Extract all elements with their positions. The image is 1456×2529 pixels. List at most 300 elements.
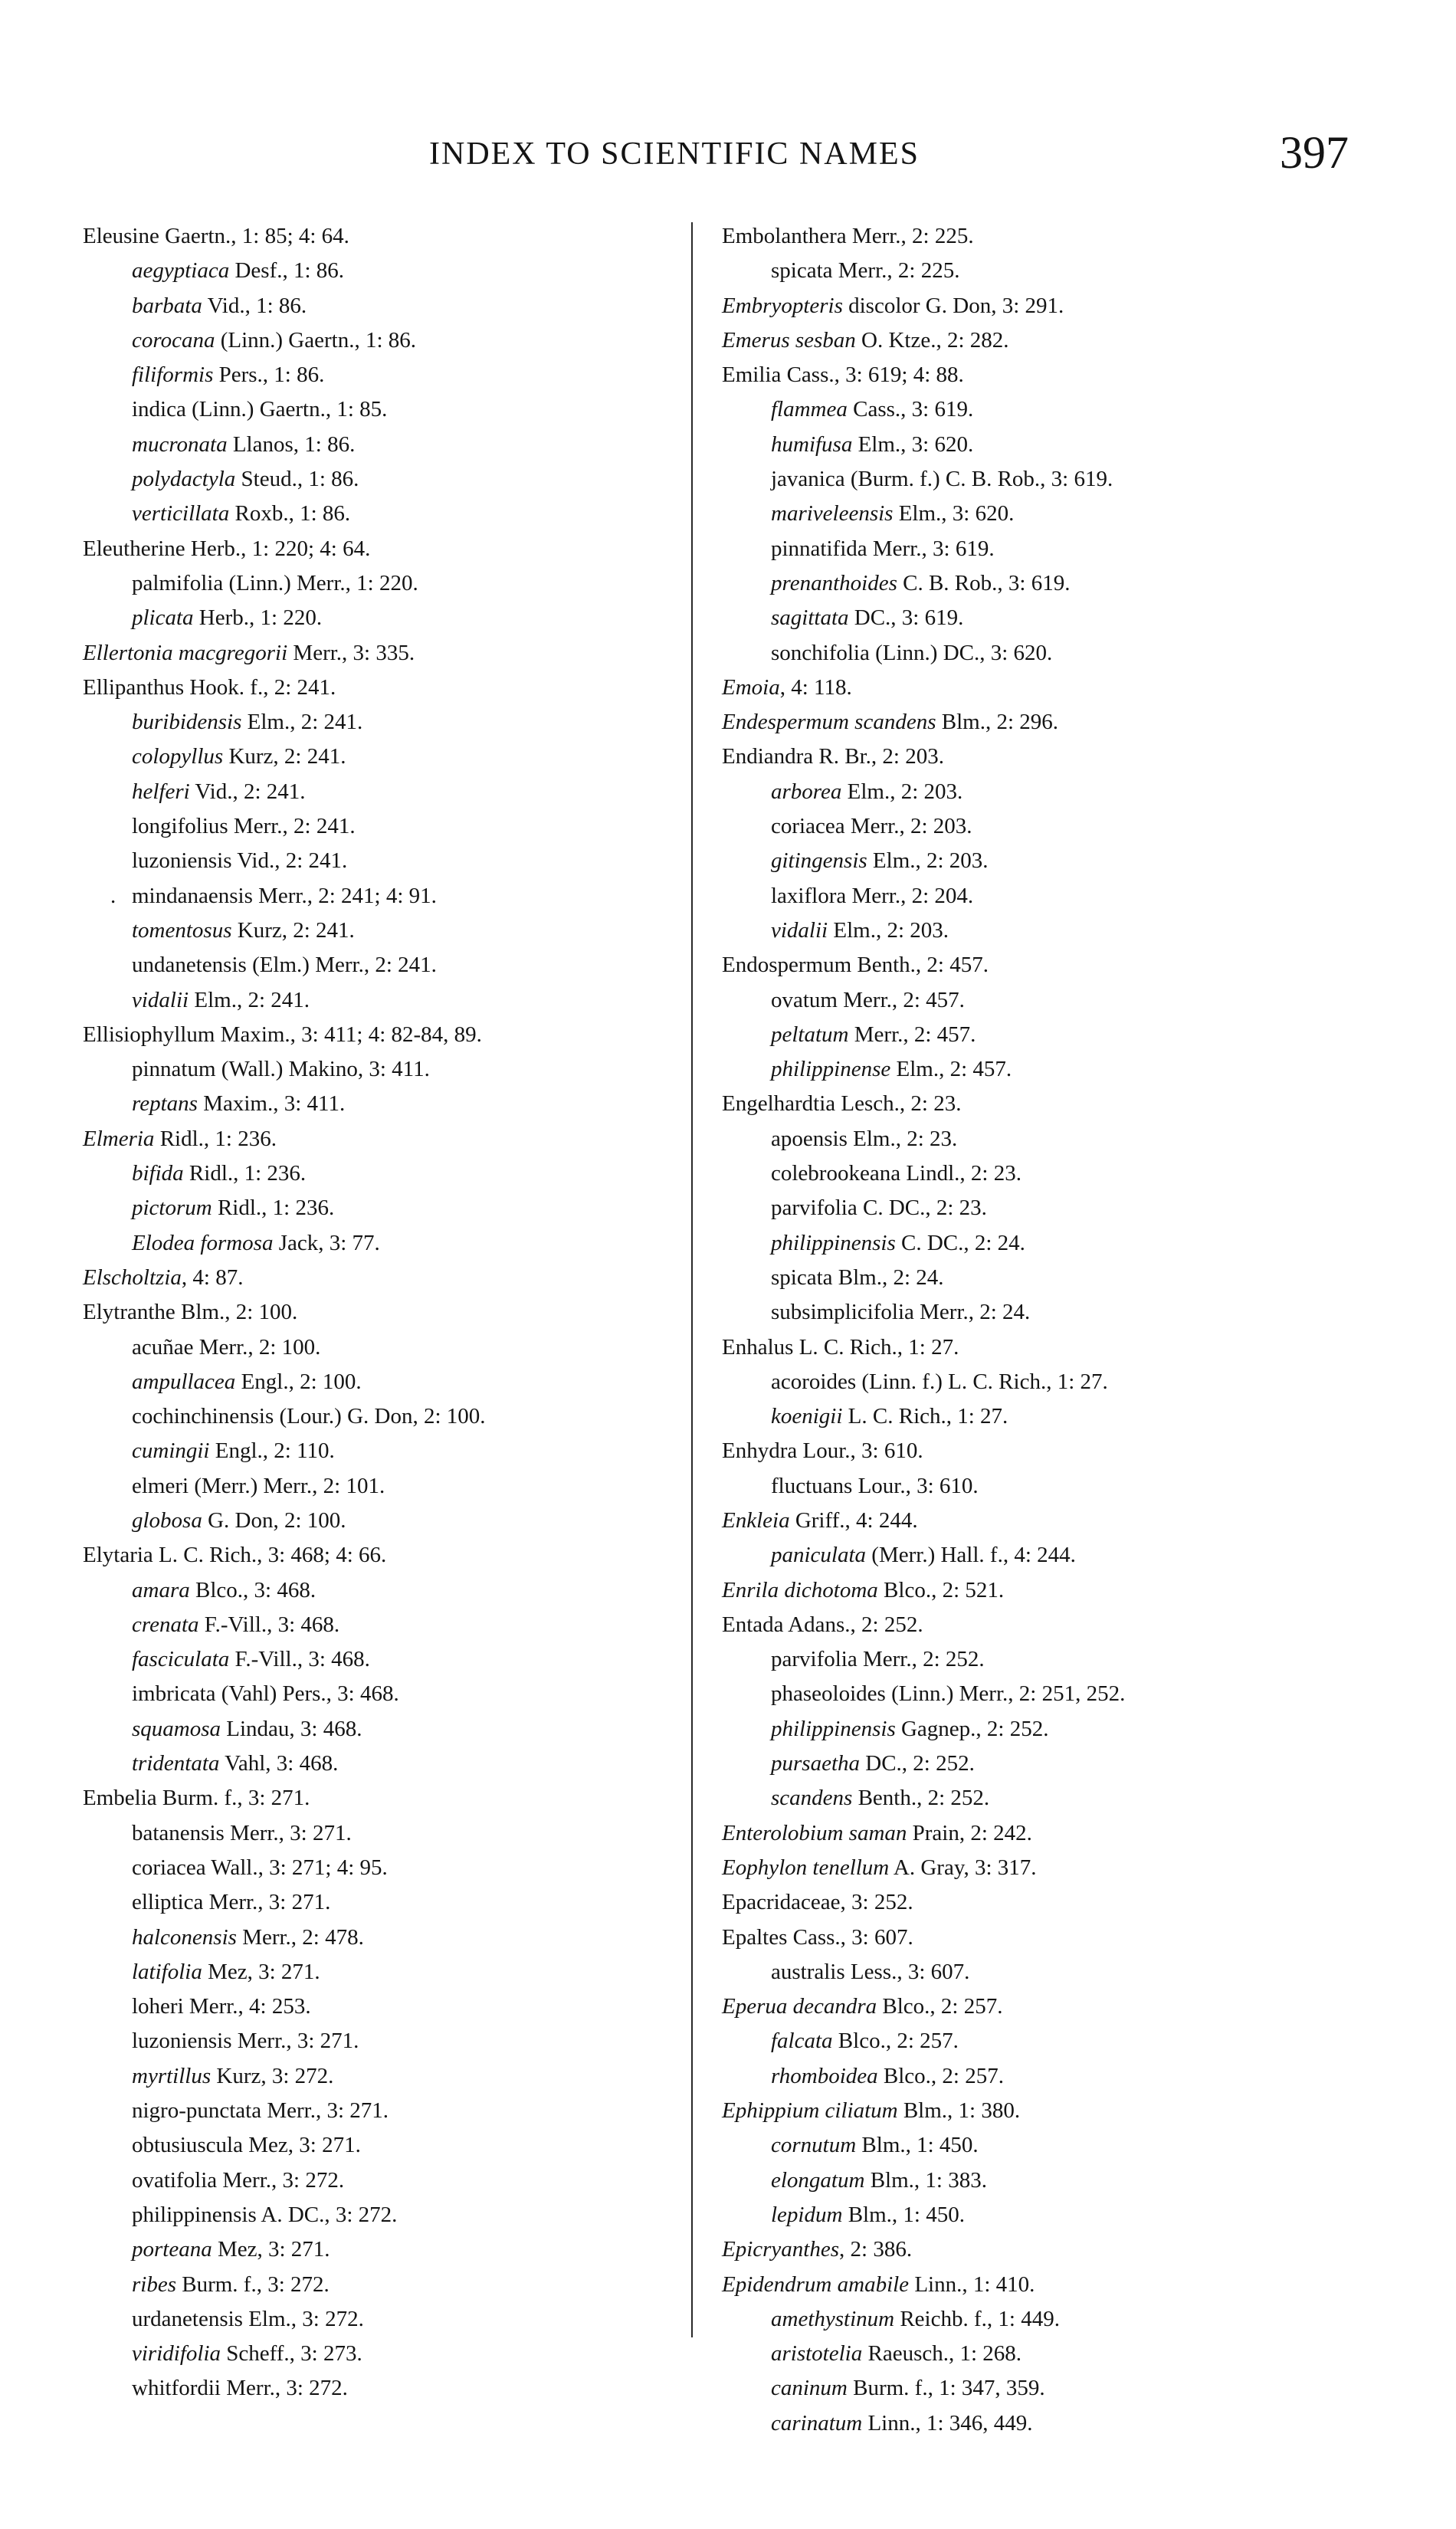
taxon-name: Enrila dichotoma: [722, 1577, 878, 1602]
taxon-name: Endespermum scandens: [722, 710, 936, 735]
index-subentry: [83, 1677, 696, 1711]
citation-reference: (Merr.) Hall. f., 4: 244.: [866, 1543, 1076, 1568]
taxon-name: obtusiuscula: [132, 2133, 243, 2158]
citation-reference: Merr., 2: 225.: [846, 224, 974, 248]
citation-reference: Mez, 3: 271.: [243, 2133, 361, 2158]
taxon-name: Elodea formosa: [132, 1230, 274, 1255]
index-subentry: [722, 428, 1335, 462]
citation-reference: Cass., 3: 619.: [847, 397, 974, 422]
citation-reference: Engl., 2: 100.: [235, 1369, 362, 1394]
citation-reference: Kurz, 2: 241.: [231, 917, 355, 943]
index-subentry: [83, 1191, 696, 1225]
citation-reference: L. C. Rich., 1: 27.: [842, 1404, 1008, 1429]
taxon-name: batanensis: [132, 1820, 225, 1845]
index-subentry: [83, 1573, 696, 1608]
index-entry: [722, 1573, 1335, 1608]
index-subentry: [722, 2059, 1335, 2094]
index-subentry: [722, 1122, 1335, 1156]
taxon-name: lepidum: [771, 2202, 843, 2227]
index-subentry: [83, 2371, 696, 2406]
citation-reference: Merr., 3: 271.: [224, 1820, 352, 1845]
citation-reference: Elm., 2: 241.: [241, 710, 363, 735]
index-subentry: [83, 392, 696, 427]
taxon-name: parvifolia: [771, 1196, 858, 1221]
index-subentry: [83, 1399, 696, 1434]
taxon-name: Emilia: [722, 362, 782, 388]
running-title: INDEX TO SCIENTIFIC NAMES: [429, 136, 920, 172]
index-subentry: [722, 2128, 1335, 2163]
index-entry: [83, 1295, 696, 1330]
index-subentry: [83, 1330, 696, 1365]
taxon-name: Elscholtzia: [83, 1264, 182, 1290]
index-subentry: [722, 1018, 1335, 1052]
citation-reference: Merr., 2: 241; 4: 91.: [252, 883, 437, 908]
taxon-name: australis: [771, 1959, 845, 1984]
taxon-name: philippinense: [771, 1057, 891, 1082]
citation-reference: Benth., 2: 252.: [852, 1786, 990, 1811]
taxon-name: mindanaensis: [132, 883, 253, 908]
index-entry: [83, 1781, 696, 1816]
index-subentry: [83, 879, 696, 914]
citation-reference: Merr., 2: 203.: [844, 814, 972, 839]
index-subentry: [722, 1712, 1335, 1747]
taxon-name: falcata: [771, 2029, 833, 2054]
citation-reference: (Linn.) DC., 3: 620.: [869, 640, 1053, 665]
taxon-name: corocana: [132, 327, 215, 353]
citation-reference: C. B. Rob., 3: 619.: [897, 570, 1071, 595]
index-subentry: [83, 1365, 696, 1399]
citation-reference: A. DC., 3: 272.: [256, 2202, 398, 2227]
index-entry: [83, 532, 696, 566]
index-subentry: [722, 775, 1335, 809]
taxon-name: Enkleia: [722, 1507, 790, 1533]
citation-reference: Merr., 2: 241.: [228, 814, 356, 839]
taxon-name: aristotelia: [771, 2341, 863, 2367]
taxon-name: Ephippium ciliatum: [722, 2098, 898, 2124]
citation-reference: Gaertn., 1: 85; 4: 64.: [159, 224, 349, 248]
index-entry: [722, 1087, 1335, 1121]
taxon-name: ribes: [132, 2272, 176, 2297]
taxon-name: verticillata: [132, 501, 230, 526]
index-subentry: [83, 844, 696, 878]
citation-reference: Burm. f., 3: 271.: [156, 1786, 310, 1811]
index-subentry: [722, 1191, 1335, 1225]
taxon-name: elongatum: [771, 2167, 865, 2193]
citation-reference: R. Br., 2: 203.: [813, 744, 944, 769]
citation-reference: Vid., 2: 241.: [231, 848, 348, 874]
taxon-name: fluctuans: [771, 1473, 853, 1498]
taxon-name: carinatum: [771, 2410, 863, 2436]
citation-reference: Roxb., 1: 86.: [229, 501, 351, 526]
taxon-name: rhomboidea: [771, 2063, 878, 2088]
citation-reference: (Vahl) Pers., 3: 468.: [215, 1681, 399, 1707]
citation-reference: C. DC., 2: 24.: [895, 1230, 1025, 1255]
citation-reference: Blco., 2: 521.: [877, 1577, 1005, 1602]
taxon-name: Emerus sesban: [722, 327, 856, 353]
taxon-name: flammea: [771, 397, 848, 422]
taxon-name: helferi: [132, 779, 190, 804]
citation-reference: Benth., 2: 457.: [851, 953, 989, 978]
citation-reference: Adans., 2: 252.: [783, 1612, 923, 1637]
index-subentry: [83, 1989, 696, 2024]
citation-reference: Blco., 2: 257.: [877, 1994, 1003, 2019]
index-subentry: [83, 1434, 696, 1468]
citation-reference: Lindl., 2: 23.: [900, 1161, 1021, 1186]
index-entry: [722, 1608, 1335, 1642]
taxon-name: Elytaria: [83, 1543, 153, 1568]
column-divider: [691, 222, 693, 2337]
taxon-name: amara: [132, 1577, 190, 1602]
index-subentry: [83, 2302, 696, 2337]
index-subentry: [722, 2337, 1335, 2371]
citation-reference: Ridl., 1: 236.: [212, 1196, 335, 1221]
taxon-name: Enhalus: [722, 1334, 794, 1360]
index-entry: [722, 2232, 1335, 2267]
index-entry: [722, 323, 1335, 358]
taxon-name: buribidensis: [132, 710, 242, 735]
taxon-name: latifolia: [132, 1959, 202, 1984]
citation-reference: Elm., 2: 241.: [189, 987, 310, 1012]
index-subentry: [83, 740, 696, 774]
index-subentry: [83, 1156, 696, 1191]
citation-reference: L. C. Rich., 1: 27.: [793, 1334, 959, 1360]
citation-reference: Merr., 2: 100.: [193, 1334, 321, 1360]
index-subentry: [83, 566, 696, 601]
taxon-name: Eleusine: [83, 224, 159, 248]
index-subentry: [83, 809, 696, 844]
index-subentry: [722, 254, 1335, 288]
citation-reference: Maxim., 3: 411; 4: 82-84, 89.: [215, 1022, 482, 1047]
taxon-name: crenata: [132, 1612, 199, 1637]
taxon-name: Eophylon tenellum: [722, 1855, 890, 1880]
citation-reference: Elm., 2: 203.: [867, 848, 989, 874]
taxon-name: Epacridaceae: [722, 1890, 841, 1915]
index-entry: [722, 705, 1335, 740]
taxon-name: Ellertonia macgregorii: [83, 640, 288, 665]
index-subentry: [722, 879, 1335, 914]
index-subentry: [722, 1052, 1335, 1087]
index-entry: [722, 671, 1335, 705]
index-entry: [83, 1018, 696, 1052]
index-entry: [722, 1989, 1335, 2024]
citation-reference: (Linn.) Merr., 1: 220.: [223, 570, 418, 595]
citation-reference: Vid., 1: 86.: [202, 293, 307, 318]
index-subentry: [83, 2268, 696, 2302]
citation-reference: Merr., 3: 271.: [231, 2029, 359, 2054]
taxon-name: gitingensis: [771, 848, 867, 874]
index-subentry: [83, 1747, 696, 1781]
citation-reference: (Linn.) Gaertn., 1: 85.: [185, 397, 388, 422]
citation-reference: Ridl., 1: 236.: [154, 1126, 277, 1151]
index-subentry: [83, 1226, 696, 1261]
citation-reference: F.-Vill., 3: 468.: [229, 1647, 370, 1672]
index-subentry: [83, 1052, 696, 1087]
citation-reference: Elm., 3: 272.: [242, 2306, 364, 2331]
taxon-name: Eperua decandra: [722, 1994, 877, 2019]
taxon-name: philippinensis: [771, 1230, 896, 1255]
index-subentry: [722, 1538, 1335, 1573]
citation-reference: Lesch., 2: 23.: [835, 1091, 962, 1117]
taxon-name: polydactyla: [132, 467, 236, 492]
citation-reference: Raeusch., 1: 268.: [862, 2341, 1022, 2367]
taxon-name: philippinensis: [132, 2202, 257, 2227]
citation-reference: Merr., 2: 457.: [848, 1022, 976, 1047]
index-subentry: [722, 1469, 1335, 1504]
citation-reference: A. Gray, 3: 317.: [889, 1855, 1037, 1880]
taxon-name: mucronata: [132, 431, 228, 457]
index-subentry: [722, 983, 1335, 1018]
citation-reference: Prain, 2: 242.: [907, 1820, 1032, 1845]
citation-reference: Merr., 2: 24.: [913, 1300, 1031, 1325]
citation-reference: (Linn. f.) L. C. Rich., 1: 27.: [856, 1369, 1108, 1394]
index-subentry: [83, 462, 696, 497]
index-subentry: [722, 1642, 1335, 1677]
index-entry: [722, 740, 1335, 774]
citation-reference: Hook. f., 2: 241.: [184, 674, 336, 700]
citation-reference: O. Ktze., 2: 282.: [855, 327, 1009, 353]
index-subentry: [83, 775, 696, 809]
index-subentry: [722, 392, 1335, 427]
taxon-name: undanetensis: [132, 953, 247, 978]
citation-reference: discolor G. Don, 3: 291.: [842, 293, 1064, 318]
citation-reference: , 3: 252.: [840, 1890, 913, 1915]
citation-reference: Merr., 3: 272.: [217, 2167, 345, 2193]
taxon-name: squamosa: [132, 1716, 221, 1741]
taxon-name: mariveleensis: [771, 501, 894, 526]
index-entry: [722, 1885, 1335, 1920]
index-subentry: [722, 809, 1335, 844]
taxon-name: Embolanthera: [722, 224, 847, 248]
index-entry: [722, 2268, 1335, 2302]
index-column-right: [722, 219, 1335, 2441]
taxon-name: Engelhardtia: [722, 1091, 836, 1117]
taxon-name: coriacea: [132, 1855, 206, 1880]
index-subentry: [722, 2163, 1335, 2198]
taxon-name: Embelia: [83, 1786, 157, 1811]
citation-reference: , 4: 87.: [181, 1264, 244, 1290]
taxon-name: peltatum: [771, 1022, 849, 1047]
citation-reference: (Wall.) Makino, 3: 411.: [215, 1057, 430, 1082]
citation-reference: DC., 2: 252.: [860, 1751, 975, 1776]
index-subentry: [83, 428, 696, 462]
citation-reference: Blco., 2: 257.: [832, 2029, 959, 2054]
citation-reference: Engl., 2: 110.: [209, 1438, 335, 1464]
index-column-left: [83, 219, 696, 2406]
index-subentry: [722, 914, 1335, 948]
citation-reference: Merr., 3: 619.: [867, 536, 995, 561]
taxon-name: Endospermum: [722, 953, 852, 978]
taxon-name: elliptica: [132, 1890, 204, 1915]
index-subentry: [722, 1365, 1335, 1399]
index-subentry: [83, 254, 696, 288]
index-subentry: [722, 2302, 1335, 2337]
index-entry: [83, 636, 696, 671]
taxon-name: Entada: [722, 1612, 784, 1637]
taxon-name: palmifolia: [132, 570, 224, 595]
citation-reference: Merr., 2: 457.: [838, 987, 965, 1012]
taxon-name: pictorum: [132, 1196, 212, 1221]
citation-reference: Merr., 2: 478.: [236, 1924, 364, 1950]
citation-reference: Linn., 1: 346, 449.: [862, 2410, 1033, 2436]
index-entry: [722, 1921, 1335, 1955]
citation-reference: Pers., 1: 86.: [213, 362, 325, 388]
index-subentry: [722, 1295, 1335, 1330]
taxon-name: tomentosus: [132, 917, 232, 943]
citation-reference: Jack, 3: 77.: [273, 1230, 380, 1255]
taxon-name: acoroides: [771, 1369, 857, 1394]
citation-reference: Reichb. f., 1: 449.: [894, 2306, 1060, 2331]
taxon-name: ovatifolia: [132, 2167, 218, 2193]
taxon-name: Epaltes: [722, 1924, 788, 1950]
index-entry: [83, 1538, 696, 1573]
index-subentry: [722, 636, 1335, 671]
index-subentry: [722, 601, 1335, 635]
index-subentry: [83, 914, 696, 948]
index-entry: [722, 1504, 1335, 1538]
citation-reference: Griff., 4: 244.: [789, 1507, 918, 1533]
citation-reference: G. Don, 2: 100.: [202, 1507, 346, 1533]
citation-reference: Lour., 3: 610.: [852, 1473, 979, 1498]
taxon-name: globosa: [132, 1507, 202, 1533]
taxon-name: Emoia: [722, 674, 780, 700]
citation-reference: Blco., 3: 468.: [189, 1577, 316, 1602]
index-subentry: [83, 1921, 696, 1955]
index-subentry: [83, 1816, 696, 1851]
taxon-name: Enterolobium saman: [722, 1820, 907, 1845]
citation-reference: Gagnep., 2: 252.: [895, 1716, 1049, 1741]
index-entry: [722, 1330, 1335, 1365]
citation-reference: Merr., 4: 253.: [183, 1994, 311, 2019]
taxon-name: pinnatifida: [771, 536, 867, 561]
taxon-name: sonchifolia: [771, 640, 870, 665]
index-subentry: [722, 2406, 1335, 2441]
taxon-name: loheri: [132, 1994, 184, 2019]
citation-reference: Merr., 3: 272.: [221, 2376, 348, 2401]
taxon-name: Enhydra: [722, 1438, 798, 1464]
taxon-name: indica: [132, 397, 186, 422]
taxon-name: viridifolia: [132, 2341, 221, 2367]
taxon-name: colopyllus: [132, 744, 224, 769]
citation-reference: Linn., 1: 410.: [909, 2272, 1035, 2297]
citation-reference: Burm. f., 1: 347, 359.: [847, 2376, 1045, 2401]
index-subentry: [83, 705, 696, 740]
citation-reference: Elm., 2: 203.: [828, 917, 949, 943]
taxon-name: philippinensis: [771, 1716, 896, 1741]
index-subentry: [83, 948, 696, 982]
taxon-name: ampullacea: [132, 1369, 236, 1394]
index-entry: [722, 1434, 1335, 1468]
citation-reference: Scheff., 3: 273.: [221, 2341, 362, 2367]
index-subentry: [83, 1087, 696, 1121]
taxon-name: Embryopteris: [722, 293, 843, 318]
index-subentry: [83, 2024, 696, 2058]
citation-reference: Burm. f., 3: 272.: [176, 2272, 330, 2297]
index-entry: [83, 1122, 696, 1156]
citation-reference: C. DC., 2: 23.: [857, 1196, 987, 1221]
taxon-name: cumingii: [132, 1438, 210, 1464]
index-subentry: [722, 2198, 1335, 2232]
index-subentry: [83, 289, 696, 323]
citation-reference: Merr., 3: 271.: [203, 1890, 331, 1915]
index-entry: [722, 1816, 1335, 1851]
citation-reference: Elm., 2: 23.: [847, 1126, 958, 1151]
index-subentry: [83, 2163, 696, 2198]
taxon-name: laxiflora: [771, 883, 847, 908]
page-number: 397: [1280, 127, 1349, 178]
taxon-name: tridentata: [132, 1751, 220, 1776]
citation-reference: (Burm. f.) C. B. Rob., 3: 619.: [844, 467, 1113, 492]
taxon-name: arborea: [771, 779, 842, 804]
index-subentry: [722, 1955, 1335, 1989]
citation-reference: Blm., 1: 380.: [897, 2098, 1021, 2124]
citation-reference: Herb., 1: 220; 4: 64.: [185, 536, 371, 561]
citation-reference: Blm., 2: 296.: [936, 710, 1058, 735]
taxon-name: humifusa: [771, 431, 853, 457]
taxon-name: amethystinum: [771, 2306, 895, 2331]
index-subentry: [83, 2094, 696, 2128]
taxon-name: plicata: [132, 605, 194, 631]
page-header: [0, 126, 1456, 195]
citation-reference: (Lour.) G. Don, 2: 100.: [274, 1404, 486, 1429]
index-subentry: [722, 2371, 1335, 2406]
taxon-name: whitfordii: [132, 2376, 221, 2401]
citation-reference: Elm., 2: 457.: [890, 1057, 1012, 1082]
citation-reference: Elm., 2: 203.: [841, 779, 963, 804]
index-subentry: [83, 1885, 696, 1920]
citation-reference: Cass., 3: 619; 4: 88.: [781, 362, 964, 388]
taxon-name: Epicryanthes: [722, 2237, 840, 2262]
index-subentry: [83, 1642, 696, 1677]
citation-reference: Blm., 2: 24.: [832, 1264, 944, 1290]
index-subentry: [83, 1955, 696, 1989]
citation-reference: Herb., 1: 220.: [193, 605, 323, 631]
citation-reference: , 2: 386.: [839, 2237, 913, 2262]
taxon-name: porteana: [132, 2237, 212, 2262]
taxon-name: reptans: [132, 1091, 198, 1117]
index-entry: [83, 1261, 696, 1295]
index-subentry: [722, 1226, 1335, 1261]
index-subentry: [83, 2337, 696, 2371]
taxon-name: scandens: [771, 1786, 853, 1811]
index-subentry: [83, 2198, 696, 2232]
index-subentry: [722, 1156, 1335, 1191]
taxon-name: subsimplicifolia: [771, 1300, 914, 1325]
taxon-name: Elmeria: [83, 1126, 155, 1151]
index-subentry: [722, 462, 1335, 497]
taxon-name: nigro-punctata: [132, 2098, 262, 2124]
citation-reference: Elm., 3: 620.: [852, 431, 974, 457]
citation-reference: Ridl., 1: 236.: [183, 1161, 307, 1186]
taxon-name: colebrookeana: [771, 1161, 901, 1186]
index-subentry: [722, 1261, 1335, 1295]
index-subentry: [83, 2232, 696, 2267]
taxon-name: Elytranthe: [83, 1300, 175, 1325]
taxon-name: Ellipanthus: [83, 674, 185, 700]
index-subentry: [722, 844, 1335, 878]
citation-reference: Wall., 3: 271; 4: 95.: [205, 1855, 388, 1880]
citation-reference: Llanos, 1: 86.: [227, 431, 356, 457]
index-subentry: [722, 497, 1335, 531]
index-entry: [722, 219, 1335, 254]
taxon-name: Ellisiophyllum: [83, 1022, 215, 1047]
taxon-name: urdanetensis: [132, 2306, 243, 2331]
index-entry: [722, 1851, 1335, 1885]
index-subentry: [722, 1781, 1335, 1816]
index-subentry: [722, 1677, 1335, 1711]
taxon-name: Epidendrum amabile: [722, 2272, 910, 2297]
taxon-name: phaseoloides: [771, 1681, 886, 1707]
citation-reference: Vahl, 3: 468.: [219, 1751, 339, 1776]
